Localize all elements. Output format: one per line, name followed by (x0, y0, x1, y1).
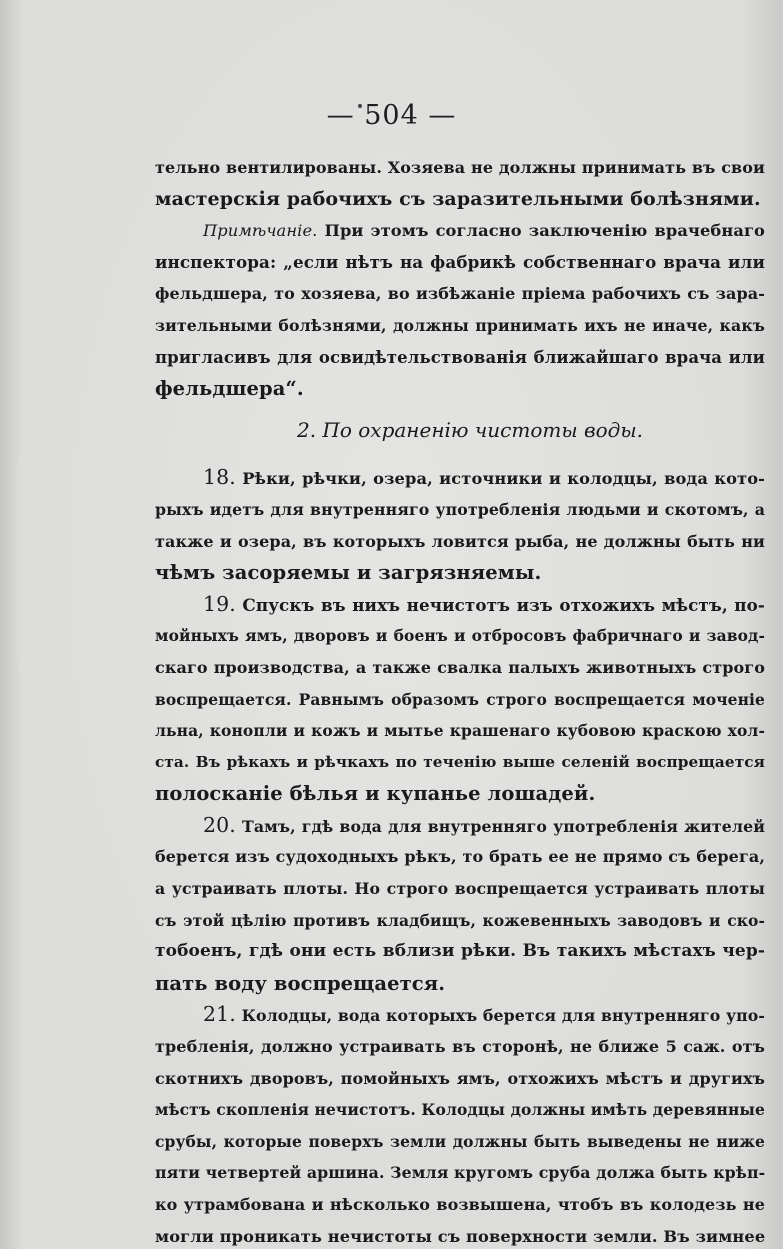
paragraph-first-line-rest: Рѣки, рѣчки, озера, источники и колодцы, вода кото- (242, 469, 765, 489)
text-line: инспектора: „если нѣтъ на фабрикѣ собственнаго врача или (155, 251, 765, 272)
note-first-line-rest: При этомъ согласно заключенію врачебнаго (324, 221, 765, 241)
text-line (155, 810, 765, 842)
text-line: фельдшера, то хозяева, во избѣжаніе пріема рабочихъ съ зара- (155, 284, 765, 304)
text-line: пяти четвертей аршина. Земля кругомъ сруба должа быть крѣп- (155, 1163, 766, 1183)
paragraph-21 (155, 999, 765, 1249)
page-number: — 504 — (326, 100, 457, 131)
text-line: пригласивъ для освидѣтельствованія ближайшаго врача или (155, 347, 765, 367)
text-line (155, 215, 765, 247)
text-line: полосканіе бѣлья и купанье лошадей. (155, 782, 596, 806)
text-line: скотнихъ дворовъ, помойныхъ ямъ, отхожихъ мѣстъ и другихъ (155, 1068, 765, 1088)
intro-paragraph (155, 152, 765, 215)
text-line: также и озера, въ которыхъ ловится рыба, не должны быть ни (155, 531, 765, 551)
paragraph-18 (155, 462, 765, 588)
body-text (155, 152, 765, 1249)
text-line: могли проникать нечистоты съ поверхности земли. Въ зимнее (155, 1226, 766, 1246)
text-line: требленія, должно устраивать въ сторонѣ, не ближе 5 саж. отъ (155, 1037, 765, 1057)
text-line: мойныхъ ямъ, дворовъ и боенъ и отбросовъ фабричнаго и завод- (155, 626, 765, 646)
text-line (155, 462, 765, 494)
text-line (155, 589, 765, 621)
text-line: тобоенъ, гдѣ они есть вблизи рѣки. Въ такихъ мѣстахъ чер- (155, 941, 765, 962)
text-line: берется изъ судоходныхъ рѣкъ, то брать ее не прямо съ берега, (155, 847, 765, 867)
text-line (155, 999, 765, 1031)
text-line: зительными болѣзнями, должны принимать ихъ не иначе, какъ (155, 315, 765, 335)
paragraph-number: 20. (203, 812, 236, 837)
paragraph-20 (155, 810, 765, 1000)
section-heading: 2. По охраненію чистоты воды. (296, 417, 643, 442)
paragraph-number: 21. (203, 1002, 236, 1027)
text-line: рыхъ идетъ для внутренняго употребленія людьми и скотомъ, а (155, 499, 765, 519)
text-line: ко утрамбована и нѣсколько возвышена, чтобъ въ колодезь не (155, 1195, 765, 1214)
note-paragraph (155, 215, 765, 405)
text-line: тельно вентилированы. Хозяева не должны принимать въ свои (155, 158, 765, 177)
text-line: льна, конопли и кожъ и мытье крашенаго кубовою краскою хол- (155, 721, 765, 741)
text-line: а устраивать плоты. Но строго воспрещается устраивать плоты (155, 879, 765, 899)
paragraph-first-line-rest: Колодцы, вода которыхъ берется для внутренняго упо- (241, 1006, 765, 1026)
text-line: чѣмъ засоряемы и загрязняемы. (155, 561, 542, 585)
text-line: фельдшера“. (155, 377, 304, 401)
text-line: съ этой цѣлію противъ кладбищъ, кожевенныхъ заводовъ и ско- (155, 910, 765, 930)
paragraph-first-line-rest: Спускъ въ нихъ нечистотъ изъ отхожихъ мѣстъ, по- (242, 594, 765, 615)
paragraph-19 (155, 589, 765, 810)
paragraph-first-line-rest: Тамъ, гдѣ вода для внутренняго употребленія жителей (242, 816, 765, 836)
text-line: мастерскія рабочихъ съ заразительными болѣзнями. (155, 187, 761, 210)
text-line: мѣстъ скопленія нечистотъ. Колодцы должны имѣть деревянные (155, 1100, 765, 1120)
paragraph-number: 19. (203, 591, 236, 616)
text-line: пать воду воспрещается. (155, 971, 446, 995)
text-line: ста. Въ рѣкахъ и рѣчкахъ по теченію выше селеній воспрещается (155, 752, 765, 771)
text-line: срубы, которые поверхъ земли должны быть выведены не ниже (155, 1131, 765, 1151)
note-label: Примѣчаніе. (203, 221, 318, 241)
paragraph-number: 18. (203, 465, 236, 490)
text-line: воспрещается. Равнымъ образомъ строго воспрещается моченіе (155, 689, 765, 709)
text-line: скаго производства, а также свалка палыхъ животныхъ строго (155, 657, 765, 677)
